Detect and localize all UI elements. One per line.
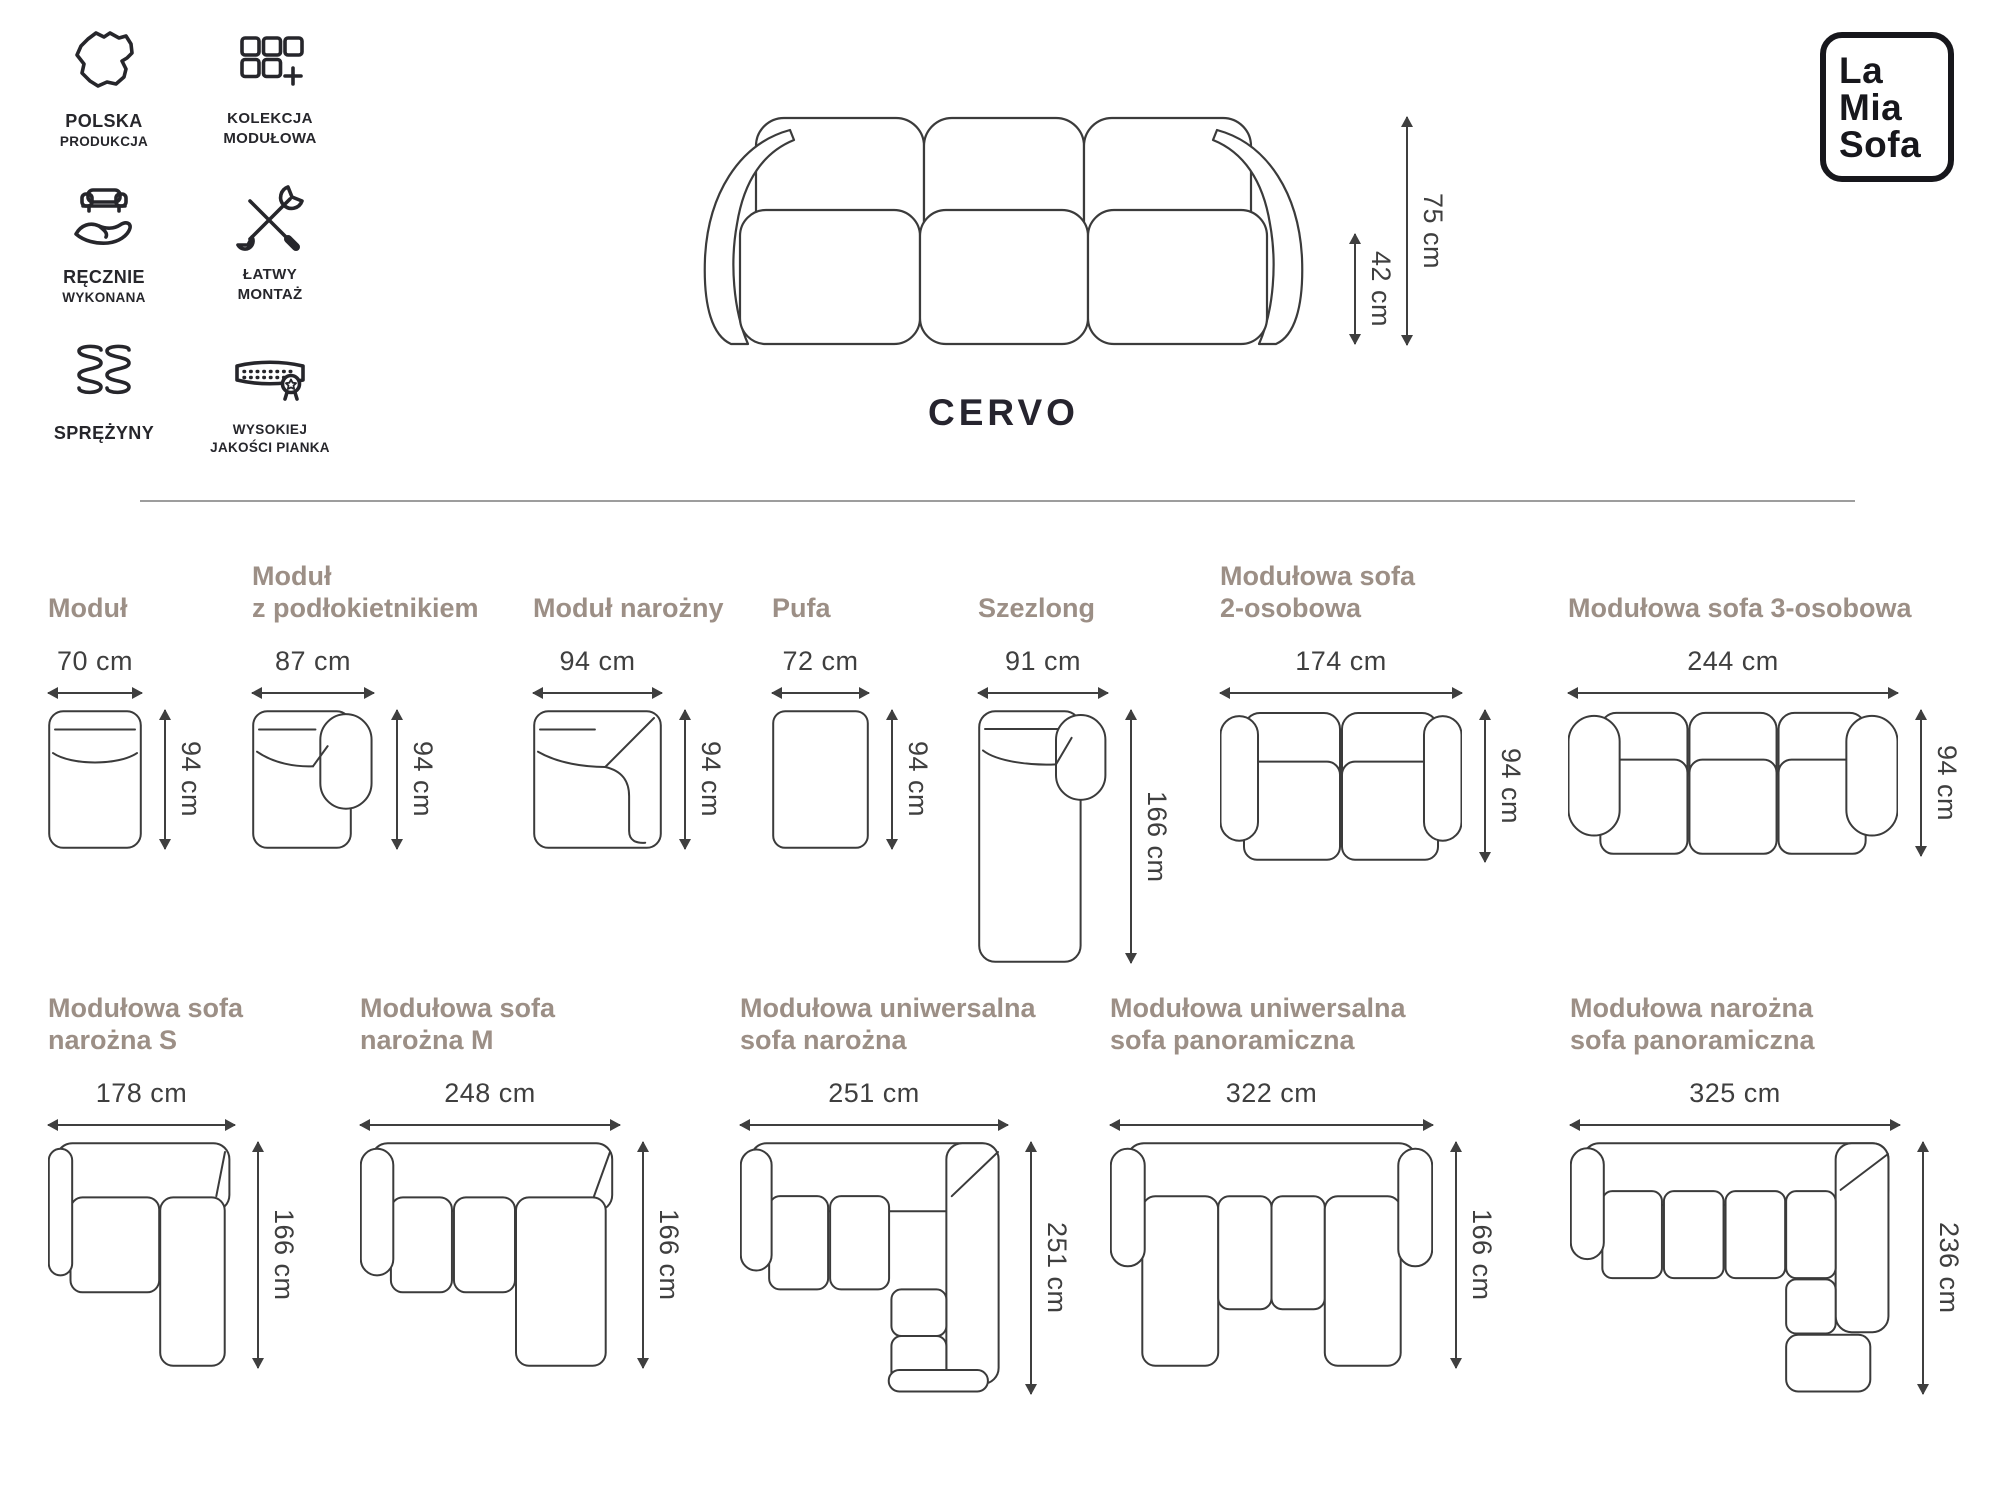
badge-label: SPRĘŻYNY: [53, 423, 155, 444]
width-dimension: [740, 1078, 1008, 1126]
height-dimension-label: 94 cm: [1932, 744, 1962, 822]
width-dimension-label: 244 cm: [1687, 646, 1779, 676]
height-dimension: [891, 710, 933, 849]
width-dimension: [1570, 1078, 1900, 1126]
poland-map-icon: [64, 24, 144, 106]
module-title: [1220, 560, 1415, 624]
drawing-sofa-3-seater: [1568, 710, 1898, 861]
drawing-sofa-2-seater: [1220, 710, 1462, 867]
height-arrow: [396, 710, 398, 849]
easy-assembly-icon: [230, 180, 310, 262]
badge-sprezyny: [54, 336, 154, 456]
width-arrow: [1570, 1124, 1900, 1126]
module-title-line: Pufa: [772, 593, 831, 623]
module-title: [48, 560, 127, 624]
module-title-line: 2-osobowa: [1220, 593, 1362, 623]
height-dimension: [1920, 710, 1962, 856]
sofa-front-view-drawing: [686, 114, 1321, 351]
width-dimension: [1110, 1078, 1433, 1126]
width-arrow: [740, 1124, 1008, 1126]
drawing-module: [48, 710, 142, 854]
width-dimension-label: 70 cm: [56, 646, 134, 676]
brand-logo-line: Sofa: [1839, 123, 1922, 165]
module-title-line: z podłokietnikiem: [252, 593, 479, 623]
module-title-line: Szezlong: [978, 593, 1096, 623]
height-dimension-label: 94 cm: [903, 741, 933, 818]
divider-line: [140, 500, 1855, 502]
width-arrow: [1110, 1124, 1433, 1126]
width-arrow: [533, 692, 662, 694]
badge-label: PRODUKCJA: [59, 133, 149, 149]
drawing-chaise: [978, 710, 1108, 968]
height-dimension-label: 94 cm: [408, 741, 438, 818]
height-arrow: [1030, 1142, 1032, 1394]
width-dimension: [1220, 646, 1462, 694]
seat-height-label: 42 cm: [1366, 250, 1396, 328]
module-title-line: Modułowa narożna: [1570, 993, 1813, 1023]
module-title: [48, 992, 243, 1056]
height-dimension: [164, 710, 206, 849]
badge-label: MODUŁOWA: [223, 129, 317, 147]
height-dimension-label: 94 cm: [1496, 747, 1526, 825]
drawing-corner-sofa-s: [48, 1142, 235, 1373]
module-title: [1568, 560, 1912, 624]
height-arrow: [891, 710, 893, 849]
width-dimension-label: 325 cm: [1689, 1078, 1781, 1108]
width-dimension-label: 72 cm: [782, 646, 859, 676]
height-dimension: [1922, 1142, 1964, 1394]
drawing-universal-corner-sofa: [740, 1142, 1008, 1399]
badge-label: POLSKA: [65, 111, 143, 131]
module-title-line: Modułowa uniwersalna: [1110, 993, 1406, 1023]
width-arrow: [360, 1124, 620, 1126]
springs-icon: [64, 336, 144, 418]
badge-label: RĘCZNIE: [63, 267, 145, 288]
badge-label: KOLEKCJA: [227, 110, 313, 127]
width-dimension-label: 248 cm: [444, 1078, 536, 1108]
product-name: CERVO: [928, 392, 1079, 433]
brand-logo: [1820, 32, 1954, 182]
width-dimension-label: 87 cm: [274, 646, 352, 676]
drawing-module-with-armrest: [252, 710, 374, 854]
module-title: [978, 560, 1095, 624]
module-title-line: sofa panoramiczna: [1570, 1025, 1815, 1055]
module-title: [1570, 992, 1815, 1056]
height-dimension-label: 166 cm: [269, 1209, 299, 1301]
drawing-corner-panoramic-sofa: [1570, 1142, 1900, 1399]
height-dimension-label: 166 cm: [1467, 1209, 1497, 1301]
width-arrow: [48, 1124, 235, 1126]
handmade-icon: [64, 180, 144, 262]
feature-badges: [34, 24, 356, 457]
width-arrow: [48, 692, 142, 694]
height-dimension-label: 166 cm: [654, 1209, 684, 1301]
brand-logo-line: La: [1839, 49, 1884, 91]
width-dimension-label: 178 cm: [95, 1078, 188, 1108]
height-dimension: [1455, 1142, 1497, 1368]
total-height-arrow: [1406, 117, 1408, 345]
modular-collection-icon: [230, 24, 310, 106]
total-height-label: 75 cm: [1418, 192, 1448, 270]
width-dimension: [978, 646, 1108, 694]
height-arrow: [164, 710, 166, 849]
width-dimension-label: 174 cm: [1295, 646, 1387, 676]
seat-height-dimension: [1354, 234, 1396, 344]
badge-label: MONTAŻ: [237, 285, 303, 303]
module-title-line: Modułowa sofa: [1220, 561, 1415, 591]
height-arrow: [1455, 1142, 1457, 1368]
height-arrow: [1484, 710, 1486, 862]
width-dimension-label: 91 cm: [1004, 646, 1082, 676]
module-title-line: Moduł: [252, 561, 332, 591]
height-arrow: [642, 1142, 644, 1368]
height-dimension-label: 236 cm: [1934, 1222, 1964, 1314]
total-height-dimension: [1406, 117, 1448, 345]
height-dimension-label: 94 cm: [696, 741, 726, 818]
height-arrow: [257, 1142, 259, 1368]
drawing-universal-panoramic-sofa: [1110, 1142, 1433, 1373]
height-dimension-label: 166 cm: [1142, 790, 1172, 883]
width-dimension: [772, 646, 869, 694]
height-arrow: [1922, 1142, 1924, 1394]
width-dimension-label: 94 cm: [559, 646, 636, 676]
height-arrow: [684, 710, 686, 849]
width-dimension: [252, 646, 374, 694]
module-title-line: Modułowa uniwersalna: [740, 993, 1036, 1023]
drawing-pouf: [772, 710, 869, 854]
brand-logo-line: Mia: [1839, 86, 1903, 128]
width-dimension: [48, 1078, 235, 1126]
height-arrow: [1920, 710, 1922, 856]
width-arrow: [772, 692, 869, 694]
foam-quality-icon: [230, 336, 310, 418]
module-title-line: narożna M: [360, 1025, 494, 1055]
width-arrow: [252, 692, 374, 694]
width-dimension: [533, 646, 662, 694]
width-dimension: [1568, 646, 1898, 694]
module-title-line: sofa narożna: [740, 1025, 907, 1055]
badge-label: WYKONANA: [62, 289, 146, 305]
width-arrow: [978, 692, 1108, 694]
seat-height-arrow: [1354, 234, 1356, 344]
module-title: [1110, 992, 1406, 1056]
badge-kolekcja-modulowa: [223, 24, 316, 150]
badge-label: JAKOŚCI PIANKA: [210, 439, 330, 455]
height-dimension: [642, 1142, 684, 1368]
height-arrow: [1130, 710, 1132, 963]
drawing-corner-module: [533, 710, 662, 854]
module-title-line: narożna S: [48, 1025, 178, 1055]
height-dimension: [684, 710, 726, 849]
badge-recznie-wykonana: [62, 180, 145, 306]
drawing-corner-sofa-m: [360, 1142, 620, 1373]
height-dimension: [396, 710, 438, 849]
height-dimension: [1030, 1142, 1072, 1394]
module-title: [252, 560, 479, 624]
module-title: [772, 560, 831, 624]
height-dimension: [1130, 710, 1172, 963]
module-title: [740, 992, 1036, 1056]
width-dimension: [360, 1078, 620, 1126]
width-arrow: [1568, 692, 1898, 694]
module-title-line: Modułowa sofa: [48, 993, 243, 1023]
width-arrow: [1220, 692, 1462, 694]
height-dimension-label: 94 cm: [176, 741, 206, 818]
width-dimension-label: 322 cm: [1225, 1078, 1318, 1108]
badge-latwy-montaz: [230, 180, 310, 306]
height-dimension: [1484, 710, 1526, 862]
badge-polska-produkcja: [60, 24, 148, 150]
badge-wysokiej-jakosci-pianka: [210, 336, 330, 456]
module-title-line: Modułowa sofa 3-osobowa: [1568, 593, 1912, 623]
module-title: [360, 992, 555, 1056]
module-title: [533, 560, 724, 624]
width-dimension-label: 251 cm: [828, 1078, 920, 1108]
height-dimension: [257, 1142, 299, 1368]
width-dimension: [48, 646, 142, 694]
module-title-line: Moduł narożny: [533, 593, 724, 623]
module-title-line: Moduł: [48, 593, 128, 623]
module-title-line: Modułowa sofa: [360, 993, 555, 1023]
height-dimension-label: 251 cm: [1042, 1222, 1072, 1314]
module-title-line: sofa panoramiczna: [1110, 1025, 1355, 1055]
badge-label: WYSOKIEJ: [232, 422, 308, 438]
badge-label: ŁATWY: [242, 266, 298, 284]
